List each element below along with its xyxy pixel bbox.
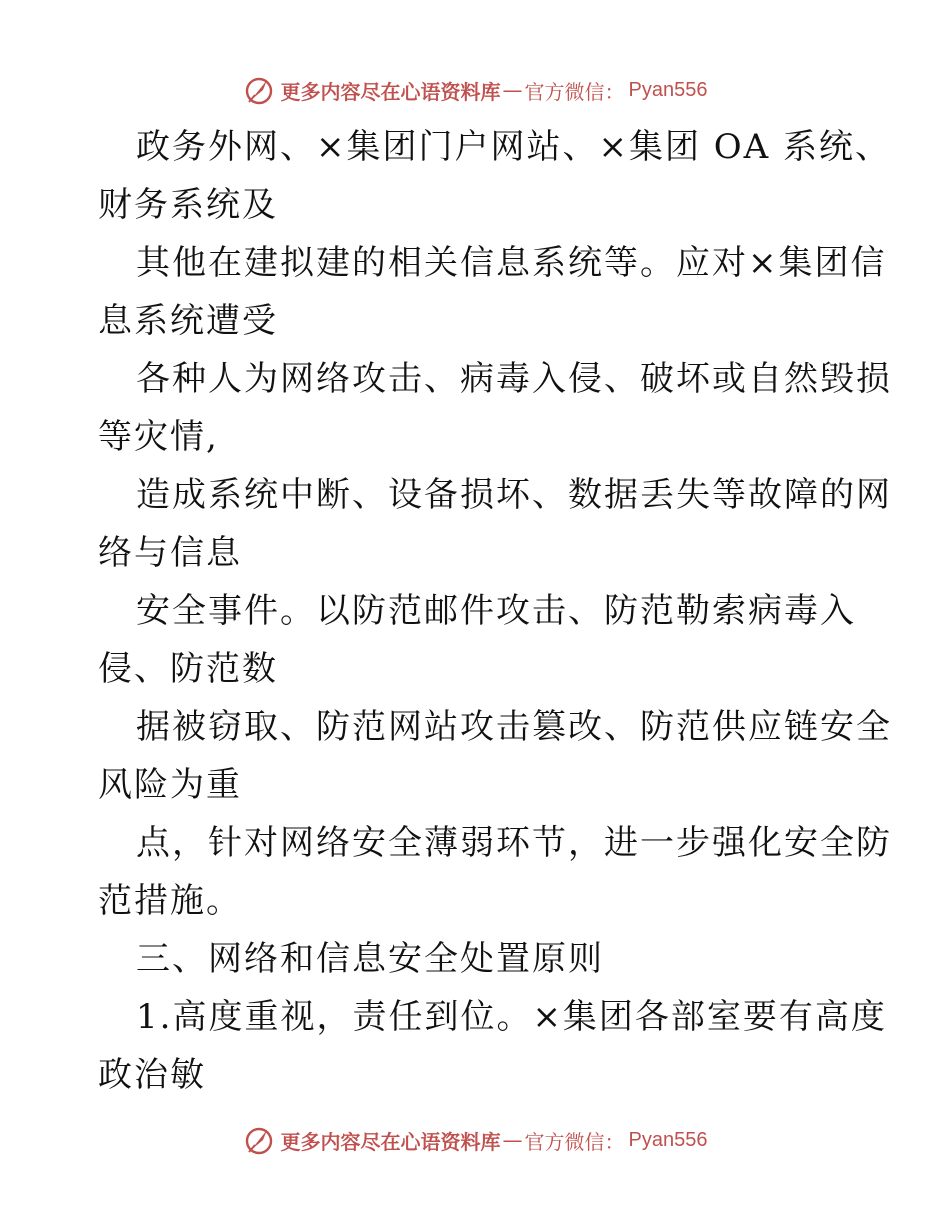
text-line: 安全事件。以防范邮件攻击、防范勒索病毒入 (136, 591, 856, 631)
feather-pen-logo-icon (243, 1124, 275, 1156)
feather-pen-logo-icon (243, 74, 275, 106)
banner-dash: — (502, 1128, 523, 1152)
banner-slogan: 更多内容尽在心语资料库 (280, 79, 501, 104)
banner-wechat-label: 官方微信： (524, 1129, 625, 1154)
header-watermark-banner (0, 70, 950, 110)
body-text (98, 118, 892, 1104)
text-line: 范措施。 (98, 881, 242, 921)
text-line: 政务外网、×集团门户网站、×集团 OA 系统、 (136, 127, 892, 167)
text-line: 1.高度重视，责任到位。×集团各部室要有高度 (136, 997, 887, 1037)
banner-wechat-id: Pyan556 (628, 78, 708, 101)
text-line: 络与信息 (98, 533, 242, 573)
text-line: 息系统遭受 (98, 301, 278, 341)
banner-wechat-label: 官方微信： (524, 79, 625, 104)
text-line: 据被窃取、防范网站攻击篡改、防范供应链安全 (136, 707, 892, 747)
section-heading: 三、网络和信息安全处置原则 (136, 939, 604, 979)
text-line: 风险为重 (98, 765, 242, 805)
text-line: 侵、防范数 (98, 649, 278, 689)
banner-wechat-id: Pyan556 (628, 1128, 708, 1151)
banner-slogan: 更多内容尽在心语资料库 (280, 1129, 501, 1154)
text-line: 各种人为网络攻击、病毒入侵、破坏或自然毁损 (136, 359, 892, 399)
banner-dash: — (502, 78, 523, 102)
text-line: 造成系统中断、设备损坏、数据丢失等故障的网 (136, 475, 892, 515)
text-line: 等灾情, (98, 417, 219, 457)
text-line: 其他在建拟建的相关信息系统等。应对×集团信 (136, 243, 887, 283)
text-line: 财务系统及 (98, 185, 278, 225)
text-line: 点，针对网络安全薄弱环节，进一步强化安全防 (136, 823, 892, 863)
footer-watermark-banner (0, 1120, 950, 1160)
text-line: 政治敏 (98, 1055, 206, 1095)
